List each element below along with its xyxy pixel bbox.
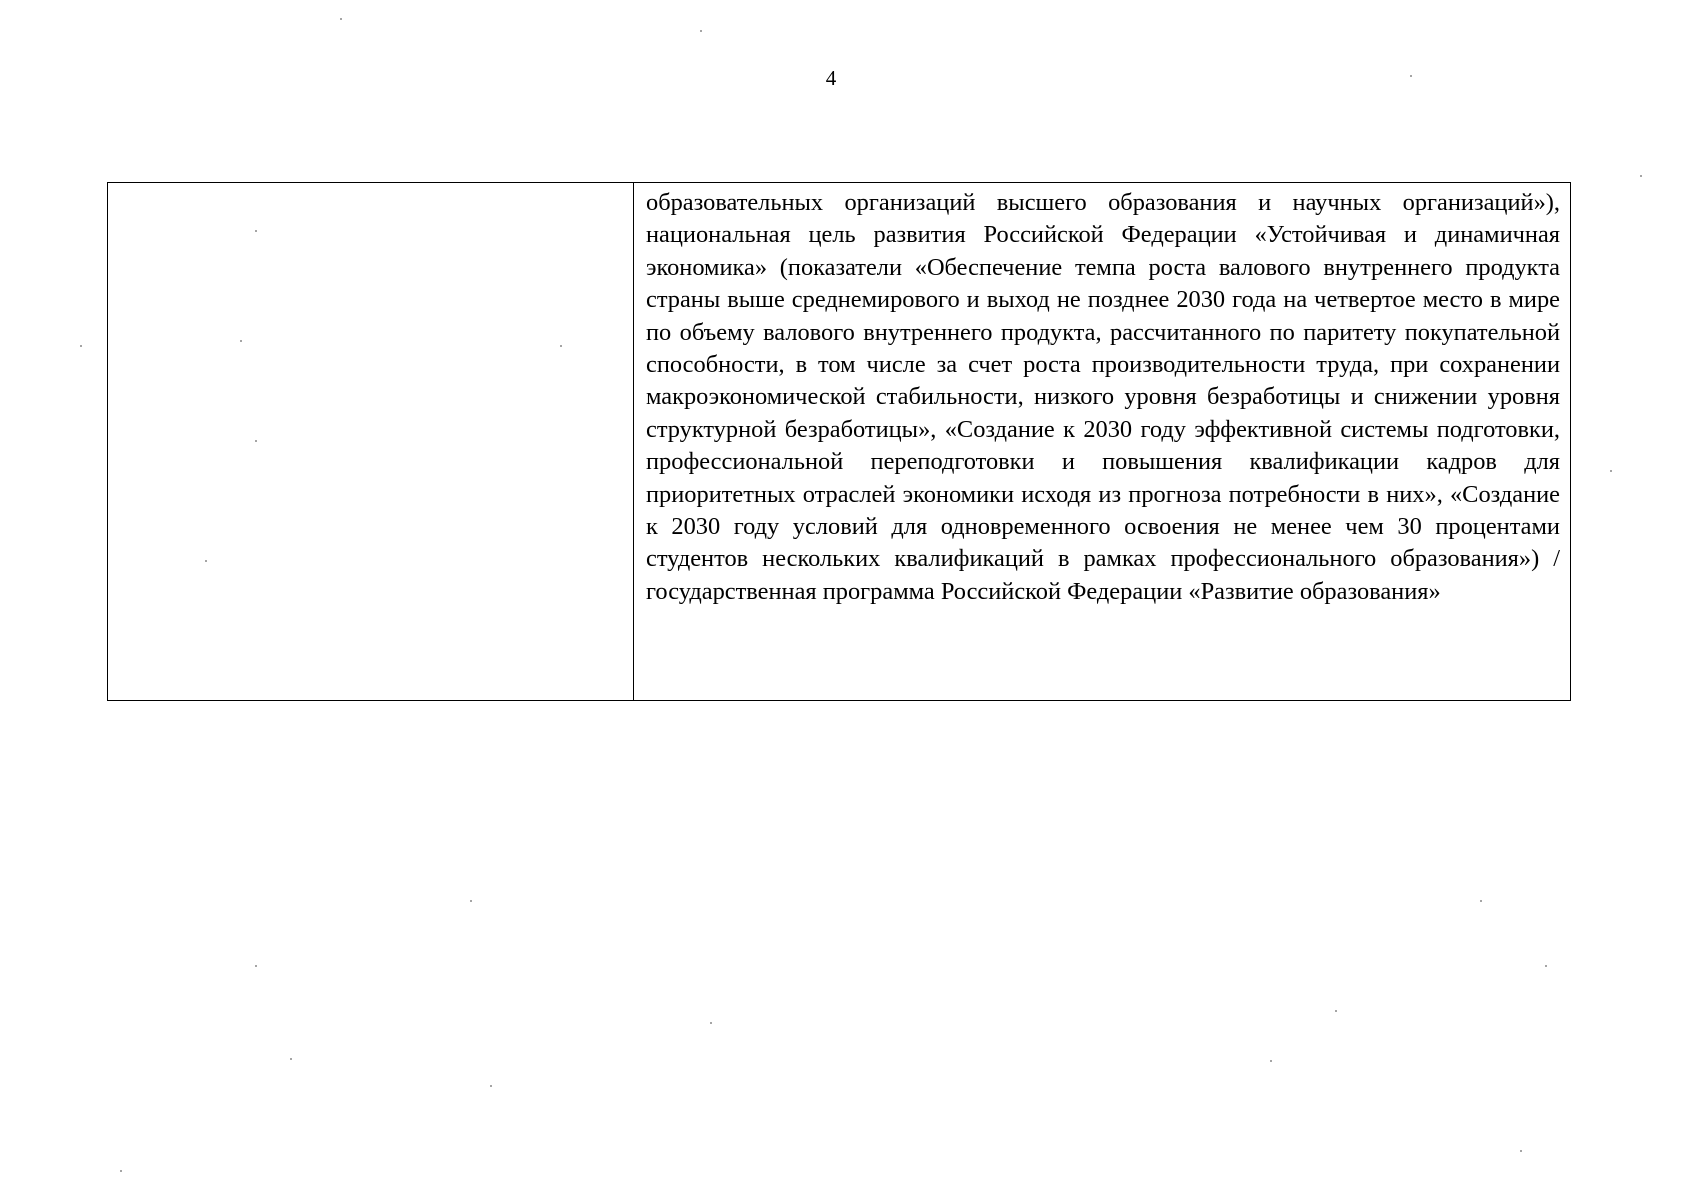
scan-speck (1545, 965, 1547, 967)
scan-speck (255, 230, 257, 232)
scan-speck (340, 18, 342, 20)
scan-speck (490, 1085, 492, 1087)
scan-speck (1610, 470, 1612, 472)
scan-speck (700, 30, 702, 32)
scan-speck (560, 345, 562, 347)
scan-speck (1335, 1010, 1337, 1012)
table-cell-right (634, 183, 1571, 701)
scan-speck (80, 345, 82, 347)
document-table (107, 182, 1571, 701)
scan-speck (1270, 1060, 1272, 1062)
scan-speck (1410, 75, 1412, 77)
scan-speck (1520, 1150, 1522, 1152)
scan-speck (205, 560, 207, 562)
scan-speck (710, 1022, 712, 1024)
scan-speck (120, 1170, 122, 1172)
scan-speck (255, 965, 257, 967)
scan-speck (1640, 175, 1642, 177)
table-row (108, 183, 1571, 701)
scan-speck (1480, 900, 1482, 902)
table-cell-left (108, 183, 634, 701)
scan-speck (470, 900, 472, 902)
scan-speck (255, 440, 257, 442)
page-number: 4 (825, 66, 837, 90)
scan-speck (240, 340, 242, 342)
cell-text: образовательных организаций высшего образования и научных организаций»), национальная цель развития Российской Федерации «Устойчивая и динамичная экономика» (показатели «Обеспечение темпа роста валового внутреннего продукта страны выше среднемирового и выход не позднее 2030 года на четвертое место в мире по объему валового внутреннего продукта, рассчитанного по паритету покупательной способности, в том числе за счет роста производительности труда, при сохранении макроэкономической стабильности, низкого уровня безработицы и снижении уровня структурной безработицы», «Создание к 2030 году эффективной системы подготовки, профессиональной переподготовки и повышения квалификации кадров для приоритетных отраслей экономики исходя из прогноза потребности в них», «Создание к 2030 году условий для одновременного освоения не менее чем 30 процентами студентов нескольких квалификаций в рамках профессионального образования») / государственная программа Российской Федерации «Развитие образования» (646, 189, 1560, 605)
scan-speck (290, 1058, 292, 1060)
